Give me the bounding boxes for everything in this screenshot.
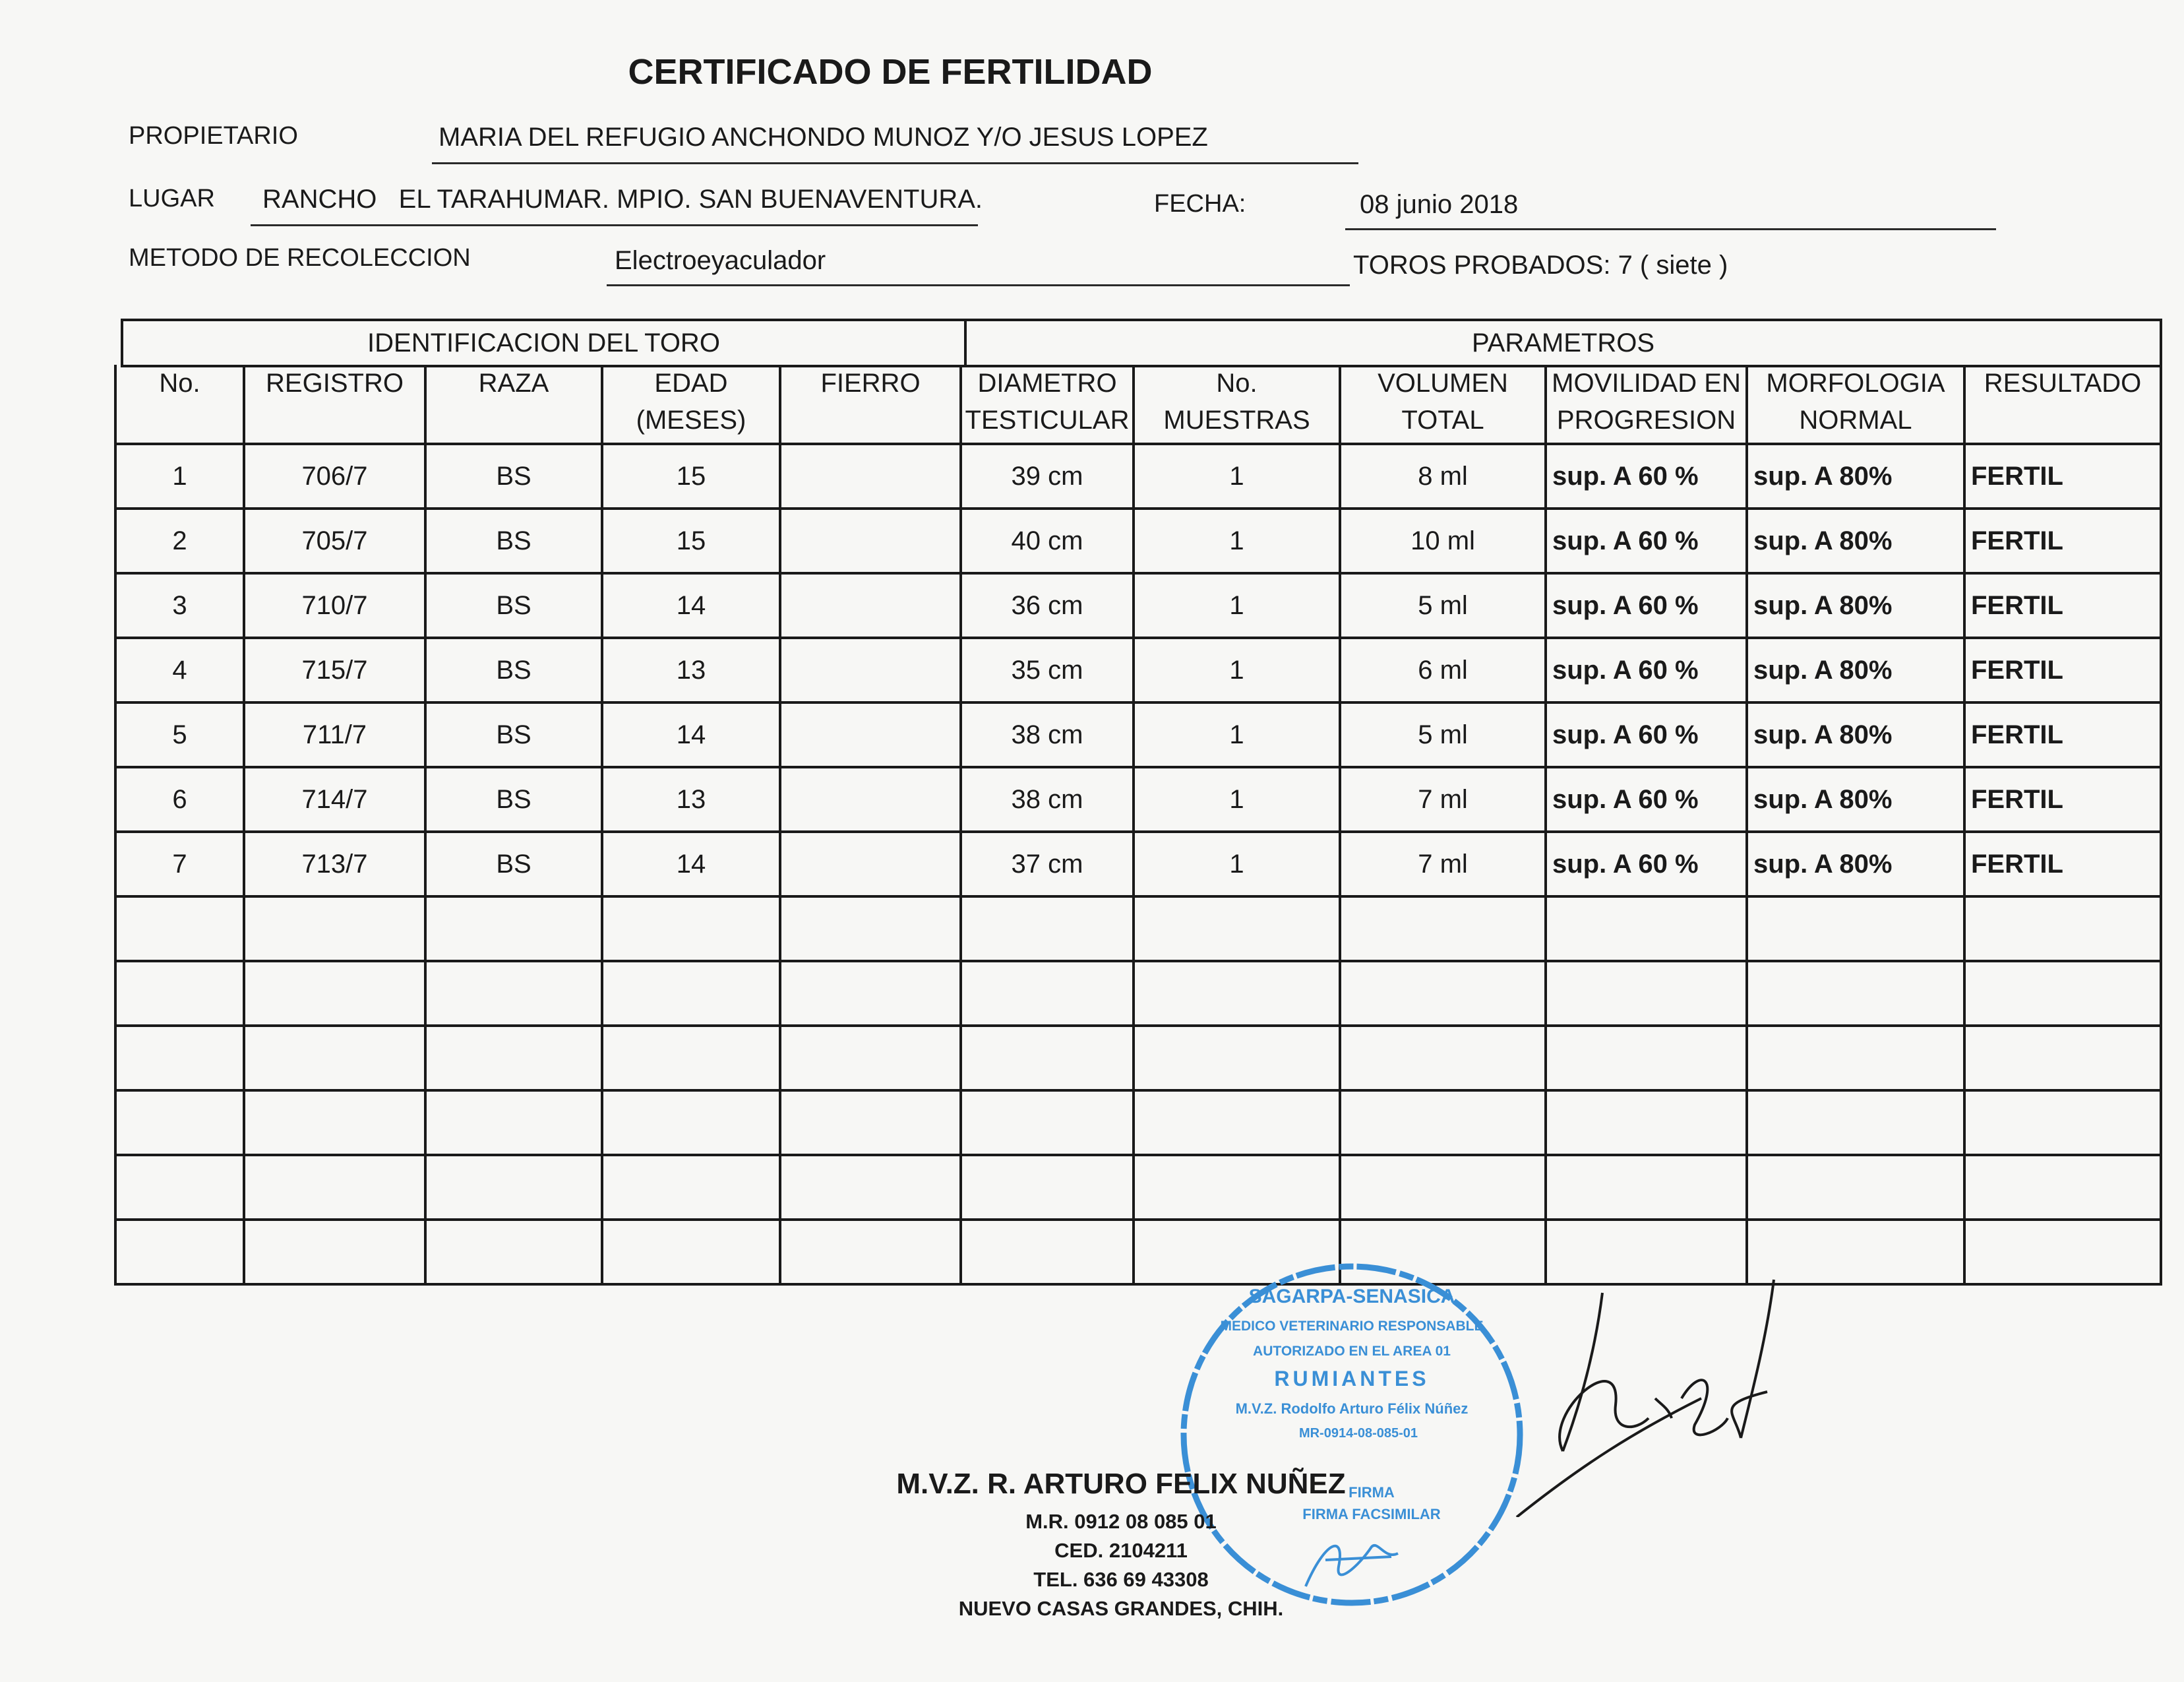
empty-cell	[244, 1090, 425, 1155]
table-cell: sup. A 60 %	[1546, 702, 1747, 767]
table-cell: BS	[425, 702, 602, 767]
column-header-line2: TOTAL	[1401, 406, 1484, 435]
stamp-firma-facsimilar: FIRMA FACSIMILAR	[1302, 1506, 1441, 1522]
bull-table	[114, 365, 2162, 1286]
table-cell: 706/7	[244, 444, 425, 509]
empty-cell	[1964, 1026, 2161, 1090]
table-cell: 4	[115, 638, 244, 702]
table-cell: FERTIL	[1964, 767, 2161, 832]
column-header-row	[115, 365, 2161, 444]
metodo-label: METODO DE RECOLECCION	[129, 244, 471, 272]
table-row	[115, 444, 2161, 509]
empty-cell	[1134, 1026, 1340, 1090]
empty-cell	[244, 1220, 425, 1284]
empty-cell	[115, 961, 244, 1026]
table-cell: sup. A 80%	[1747, 573, 1964, 638]
table-cell: BS	[425, 509, 602, 573]
table-cell: sup. A 80%	[1747, 832, 1964, 896]
table-cell: 39 cm	[961, 444, 1134, 509]
table-cell: FERTIL	[1964, 573, 2161, 638]
empty-cell	[115, 896, 244, 961]
column-header	[1340, 365, 1546, 444]
lugar-label: LUGAR	[129, 185, 215, 212]
table-cell: 14	[602, 702, 780, 767]
stamp-line1: SAGARPA-SENASICA	[1248, 1286, 1455, 1307]
table-row	[115, 767, 2161, 832]
column-header-line1: DIAMETRO	[977, 369, 1117, 398]
empty-cell	[425, 961, 602, 1026]
table-cell: FERTIL	[1964, 702, 2161, 767]
table-cell: 1	[1134, 702, 1340, 767]
table-cell: BS	[425, 573, 602, 638]
table-cell: sup. A 80%	[1747, 638, 1964, 702]
column-header-line1: MOVILIDAD EN	[1552, 369, 1741, 398]
column-header	[961, 365, 1134, 444]
empty-row	[115, 1026, 2161, 1090]
empty-cell	[602, 1090, 780, 1155]
table-cell: sup. A 60 %	[1546, 767, 1747, 832]
table-cell: 14	[602, 573, 780, 638]
column-header-line1: RESULTADO	[1984, 369, 2142, 398]
table-cell: 38 cm	[961, 702, 1134, 767]
table-cell: sup. A 60 %	[1546, 638, 1747, 702]
empty-row	[115, 1155, 2161, 1220]
column-header	[425, 365, 602, 444]
empty-cell	[780, 961, 961, 1026]
table-cell: 713/7	[244, 832, 425, 896]
table-cell: sup. A 60 %	[1546, 509, 1747, 573]
empty-cell	[1340, 1090, 1546, 1155]
vet-ced: CED. 2104211	[1054, 1539, 1188, 1562]
empty-cell	[1134, 896, 1340, 961]
stamp-line4: RUMIANTES	[1274, 1367, 1430, 1390]
table-cell	[780, 767, 961, 832]
empty-cell	[602, 1155, 780, 1220]
table-cell: 40 cm	[961, 509, 1134, 573]
empty-cell	[602, 896, 780, 961]
table-cell: FERTIL	[1964, 832, 2161, 896]
table-cell: 3	[115, 573, 244, 638]
table-cell	[780, 832, 961, 896]
column-header-line1: REGISTRO	[266, 369, 404, 398]
lugar-value: RANCHO EL TARAHUMAR. MPIO. SAN BUENAVENTURA.	[251, 185, 978, 226]
column-header-line1: No.	[159, 369, 200, 398]
table-cell: 5	[115, 702, 244, 767]
table-cell	[780, 702, 961, 767]
table-cell	[780, 509, 961, 573]
empty-cell	[1747, 1026, 1964, 1090]
table-cell: 7	[115, 832, 244, 896]
propietario-label: PROPIETARIO	[129, 122, 298, 150]
table-cell: 714/7	[244, 767, 425, 832]
table-cell: sup. A 80%	[1747, 509, 1964, 573]
column-header-line2: NORMAL	[1799, 406, 1912, 435]
column-header	[1964, 365, 2161, 444]
empty-cell	[1747, 1155, 1964, 1220]
propietario-value: MARIA DEL REFUGIO ANCHONDO MUNOZ Y/O JESUS LOPEZ	[432, 123, 1358, 164]
group-identificacion: IDENTIFICACION DEL TORO	[122, 320, 965, 366]
table-cell: 2	[115, 509, 244, 573]
empty-cell	[425, 896, 602, 961]
table-cell: 7 ml	[1340, 767, 1546, 832]
empty-cell	[1546, 1090, 1747, 1155]
column-header-line2: PROGRESION	[1556, 406, 1736, 435]
empty-cell	[961, 961, 1134, 1026]
column-header-line1: VOLUMEN	[1378, 369, 1508, 398]
empty-cell	[244, 1155, 425, 1220]
table-cell: 710/7	[244, 573, 425, 638]
empty-cell	[115, 1155, 244, 1220]
empty-cell	[1340, 961, 1546, 1026]
column-header-line1: RAZA	[478, 369, 549, 398]
fecha-label: FECHA:	[1154, 190, 1246, 218]
table-group-header	[121, 319, 2162, 367]
empty-cell	[961, 1155, 1134, 1220]
table-cell: 36 cm	[961, 573, 1134, 638]
table-cell: 1	[1134, 832, 1340, 896]
empty-cell	[1747, 1090, 1964, 1155]
table-cell: 705/7	[244, 509, 425, 573]
empty-cell	[961, 1026, 1134, 1090]
table-cell: sup. A 80%	[1747, 444, 1964, 509]
empty-cell	[1340, 896, 1546, 961]
table-cell: 35 cm	[961, 638, 1134, 702]
empty-cell	[961, 1090, 1134, 1155]
table-cell: 8 ml	[1340, 444, 1546, 509]
group-parametros: PARAMETROS	[965, 320, 2161, 366]
table-row	[115, 573, 2161, 638]
empty-cell	[425, 1220, 602, 1284]
column-header-line1: No.	[1216, 369, 1258, 398]
empty-cell	[1964, 961, 2161, 1026]
empty-cell	[780, 1220, 961, 1284]
table-cell: 14	[602, 832, 780, 896]
table-cell: 7 ml	[1340, 832, 1546, 896]
table-cell: BS	[425, 638, 602, 702]
table-cell: 13	[602, 638, 780, 702]
empty-cell	[1134, 1090, 1340, 1155]
vet-mr: M.R. 0912 08 085 01	[1025, 1510, 1217, 1533]
table-cell: 5 ml	[1340, 573, 1546, 638]
table-row	[115, 832, 2161, 896]
table-row	[115, 702, 2161, 767]
table-cell: 15	[602, 509, 780, 573]
table-cell: BS	[425, 832, 602, 896]
empty-cell	[115, 1220, 244, 1284]
empty-row	[115, 896, 2161, 961]
empty-cell	[1340, 1155, 1546, 1220]
empty-cell	[780, 1155, 961, 1220]
table-cell: 10 ml	[1340, 509, 1546, 573]
table-cell: 13	[602, 767, 780, 832]
stamp-line2: MEDICO VETERINARIO RESPONSABLE	[1220, 1319, 1484, 1334]
column-header-line1: FIERRO	[820, 369, 921, 398]
document-title: CERTIFICADO DE FERTILIDAD	[628, 52, 1153, 92]
table-cell	[780, 573, 961, 638]
empty-cell	[1546, 1155, 1747, 1220]
signatory-block	[857, 1468, 1385, 1623]
table-cell: sup. A 80%	[1747, 702, 1964, 767]
stamp-line6: MR-0914-08-085-01	[1298, 1426, 1418, 1441]
table-cell: sup. A 60 %	[1546, 444, 1747, 509]
empty-cell	[1964, 896, 2161, 961]
empty-cell	[602, 961, 780, 1026]
table-cell: 1	[1134, 638, 1340, 702]
table-cell	[780, 444, 961, 509]
empty-cell	[961, 896, 1134, 961]
table-cell: 1	[1134, 444, 1340, 509]
empty-cell	[1964, 1090, 2161, 1155]
empty-cell	[1964, 1155, 2161, 1220]
empty-cell	[115, 1026, 244, 1090]
table-cell: 15	[602, 444, 780, 509]
table-cell: FERTIL	[1964, 444, 2161, 509]
empty-cell	[425, 1026, 602, 1090]
empty-row	[115, 961, 2161, 1026]
empty-cell	[1134, 961, 1340, 1026]
column-header	[1747, 365, 1964, 444]
column-header-line2: MUESTRAS	[1163, 406, 1310, 435]
table-cell: 5 ml	[1340, 702, 1546, 767]
stamp-line3: AUTORIZADO EN EL AREA 01	[1253, 1344, 1451, 1359]
table-cell: 1	[1134, 573, 1340, 638]
empty-cell	[1546, 1026, 1747, 1090]
column-header-line1: MORFOLOGIA	[1766, 369, 1945, 398]
table-cell: sup. A 60 %	[1546, 573, 1747, 638]
empty-row	[115, 1090, 2161, 1155]
stamp-line5: M.V.Z. Rodolfo Arturo Félix Núñez	[1235, 1400, 1469, 1417]
empty-cell	[1747, 961, 1964, 1026]
empty-row	[115, 1220, 2161, 1284]
table-cell: sup. A 60 %	[1546, 832, 1747, 896]
empty-cell	[602, 1220, 780, 1284]
table-row	[115, 509, 2161, 573]
table-cell	[780, 638, 961, 702]
table-cell: sup. A 80%	[1747, 767, 1964, 832]
empty-cell	[1747, 896, 1964, 961]
empty-cell	[115, 1090, 244, 1155]
empty-cell	[425, 1155, 602, 1220]
column-header-line2: (MESES)	[636, 406, 746, 435]
table-cell: 1	[115, 444, 244, 509]
table-cell: 711/7	[244, 702, 425, 767]
empty-cell	[1340, 1026, 1546, 1090]
column-header	[244, 365, 425, 444]
empty-cell	[780, 1090, 961, 1155]
table-cell: 1	[1134, 767, 1340, 832]
column-header-line1: EDAD	[654, 369, 728, 398]
table-cell: 38 cm	[961, 767, 1134, 832]
empty-cell	[244, 1026, 425, 1090]
handwritten-signature	[1464, 1266, 1807, 1517]
column-header	[1134, 365, 1340, 444]
table-cell: BS	[425, 767, 602, 832]
vet-name: M.V.Z. R. ARTURO FELIX NUÑEZ	[896, 1468, 1346, 1500]
column-header	[1546, 365, 1747, 444]
empty-cell	[244, 896, 425, 961]
table-cell: 37 cm	[961, 832, 1134, 896]
column-header	[602, 365, 780, 444]
empty-cell	[961, 1220, 1134, 1284]
table-cell: 1	[1134, 509, 1340, 573]
empty-cell	[1964, 1220, 2161, 1284]
table-cell: 6 ml	[1340, 638, 1546, 702]
empty-cell	[780, 1026, 961, 1090]
table-cell: 6	[115, 767, 244, 832]
empty-cell	[1546, 961, 1747, 1026]
table-cell: BS	[425, 444, 602, 509]
table-row	[115, 638, 2161, 702]
empty-cell	[602, 1026, 780, 1090]
column-header	[115, 365, 244, 444]
metodo-value: Electroeyaculador	[607, 246, 1350, 286]
toros-probados: TOROS PROBADOS: 7 ( siete )	[1353, 251, 1728, 280]
fecha-value: 08 junio 2018	[1345, 190, 1996, 230]
empty-cell	[244, 961, 425, 1026]
column-header-line2: TESTICULAR	[965, 406, 1130, 435]
table-cell: FERTIL	[1964, 509, 2161, 573]
vet-tel: TEL. 636 69 43308	[1033, 1568, 1209, 1591]
stamp-firma: FIRMA	[1349, 1484, 1395, 1501]
empty-cell	[1134, 1155, 1340, 1220]
empty-cell	[1546, 896, 1747, 961]
column-header	[780, 365, 961, 444]
table-cell: FERTIL	[1964, 638, 2161, 702]
empty-cell	[425, 1090, 602, 1155]
table-cell: 715/7	[244, 638, 425, 702]
vet-city: NUEVO CASAS GRANDES, CHIH.	[958, 1597, 1284, 1620]
empty-cell	[780, 896, 961, 961]
